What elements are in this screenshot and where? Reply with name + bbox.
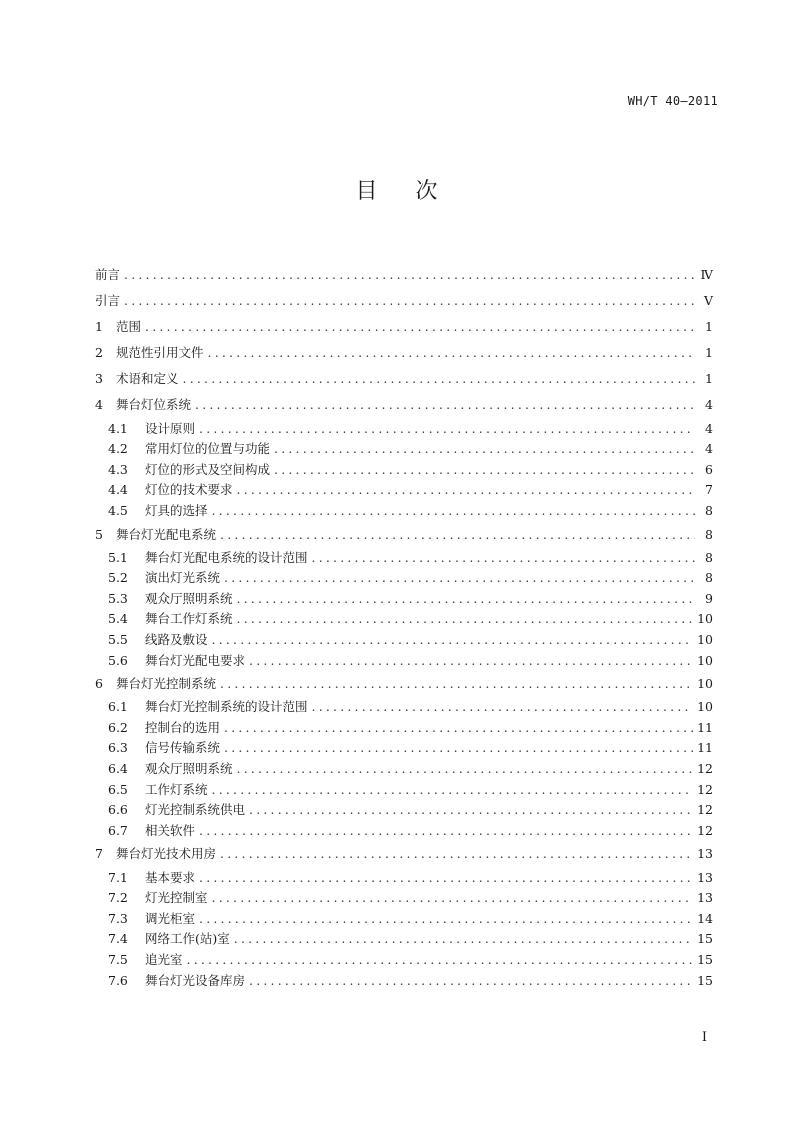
toc-leader-dots xyxy=(212,630,694,651)
toc-leader-dots xyxy=(220,841,693,867)
toc-entry-page: 4 xyxy=(705,420,713,436)
toc-entry-number: 4.5 xyxy=(108,502,128,518)
toc-entry-number: 6.7 xyxy=(108,822,128,838)
toc-leader-dots xyxy=(124,288,695,314)
toc-entry-label: 工作灯系统 xyxy=(145,781,208,797)
toc-leader-dots xyxy=(199,419,695,440)
toc-entry-number: 1 xyxy=(95,319,103,335)
toc-entry-number: 5.4 xyxy=(108,611,128,627)
toc-entry[interactable] xyxy=(95,697,713,718)
toc-entry-label: 相关软件 xyxy=(145,822,196,838)
toc-entry-page: 15 xyxy=(697,972,713,988)
toc-entry[interactable] xyxy=(95,841,713,867)
toc-entry[interactable] xyxy=(95,671,713,697)
toc-leader-dots xyxy=(237,480,695,501)
toc-entry[interactable] xyxy=(95,630,713,651)
toc-leader-dots xyxy=(212,501,695,522)
toc-entry-number: 6 xyxy=(95,676,103,692)
toc-entry[interactable] xyxy=(95,651,713,672)
toc-entry-label: 规范性引用文件 xyxy=(116,345,204,361)
toc-entry-number: 4 xyxy=(95,397,103,413)
toc-entry-number: 7 xyxy=(95,846,103,862)
toc-entry[interactable] xyxy=(95,501,713,522)
toc-entry-page: 13 xyxy=(697,869,713,885)
toc-entry-number: 6.1 xyxy=(108,699,128,715)
toc-entry-number: 6.5 xyxy=(108,781,128,797)
toc-leader-dots xyxy=(249,800,693,821)
toc-entry-page: 12 xyxy=(697,802,713,818)
toc-entry-label: 范围 xyxy=(116,319,142,335)
page-title: 目次 xyxy=(355,179,476,204)
toc-leader-dots xyxy=(124,262,695,288)
toc-entry-number: 5.6 xyxy=(108,652,128,668)
toc-entry-label: 舞台灯光控制系统的设计范围 xyxy=(145,699,308,715)
toc-entry-page: 13 xyxy=(697,890,713,906)
toc-leader-dots xyxy=(249,651,693,672)
toc-entry-page: 10 xyxy=(697,652,713,668)
toc-leader-dots xyxy=(234,929,693,950)
standard-code: WH/T 40—2011 xyxy=(627,94,718,108)
toc-entry-number: 4.4 xyxy=(108,482,128,498)
toc-entry-label: 演出灯光系统 xyxy=(145,570,221,586)
toc-leader-dots xyxy=(199,868,693,889)
toc-entry-label: 术语和定义 xyxy=(116,371,179,387)
toc-entry-label: 控制台的选用 xyxy=(145,719,221,735)
toc-entry[interactable] xyxy=(95,929,713,950)
toc-entry[interactable] xyxy=(95,314,713,340)
toc-entry[interactable] xyxy=(95,950,713,971)
toc-leader-dots xyxy=(312,548,695,569)
toc-entry-page: 8 xyxy=(705,526,713,542)
toc-entry[interactable] xyxy=(95,589,713,610)
toc-leader-dots xyxy=(274,439,695,460)
toc-entry-number: 7.4 xyxy=(108,931,128,947)
toc-entry-label: 舞台灯位系统 xyxy=(116,397,192,413)
toc-entry[interactable] xyxy=(95,522,713,548)
toc-entry-page: 11 xyxy=(697,740,713,756)
toc-entry-number: 7.2 xyxy=(108,890,128,906)
toc-entry-label: 灯位的技术要求 xyxy=(145,482,233,498)
toc-entry-page: 10 xyxy=(697,632,713,647)
toc-entry[interactable] xyxy=(95,548,713,569)
toc-leader-dots xyxy=(212,780,694,801)
toc-leader-dots xyxy=(220,671,693,697)
toc-entry-page: 12 xyxy=(697,781,713,797)
toc-entry-page: 6 xyxy=(705,461,713,477)
toc-entry-page: 15 xyxy=(697,931,713,947)
toc-leader-dots xyxy=(195,392,695,418)
toc-entry-page: 10 xyxy=(697,699,713,715)
toc-entry[interactable] xyxy=(95,888,713,909)
toc-leader-dots xyxy=(220,522,695,548)
toc-leader-dots xyxy=(145,314,695,340)
toc-entry[interactable] xyxy=(95,392,713,418)
toc-entry-label: 追光室 xyxy=(145,951,183,967)
toc-entry[interactable] xyxy=(95,366,713,392)
toc-entry-number: 6.3 xyxy=(108,740,128,756)
toc-entry-number: 7.3 xyxy=(108,910,128,926)
toc-entry-page: 4 xyxy=(705,441,713,457)
toc-entry-page: 15 xyxy=(697,951,713,967)
toc-entry[interactable] xyxy=(95,262,713,288)
toc-entry-page: 1 xyxy=(705,345,713,361)
toc-entry[interactable] xyxy=(95,821,713,842)
toc-entry-number: 5.1 xyxy=(108,549,128,565)
toc-entry[interactable] xyxy=(95,439,713,460)
toc-entry-page: 11 xyxy=(697,719,713,735)
toc-entry[interactable] xyxy=(95,609,713,630)
toc-entry-page: 12 xyxy=(697,822,713,838)
toc-entry-label: 舞台灯光设备库房 xyxy=(145,972,246,988)
toc-entry-number: 5.5 xyxy=(108,632,128,647)
toc-entry-page: 8 xyxy=(705,502,713,518)
toc-leader-dots xyxy=(249,971,693,992)
toc-leader-dots xyxy=(183,366,695,392)
toc-leader-dots xyxy=(237,609,694,630)
toc-entry-label: 舞台灯光技术用房 xyxy=(116,846,217,862)
toc-entry-page: 10 xyxy=(697,611,713,627)
toc-entry-number: 7.5 xyxy=(108,951,128,967)
toc-leader-dots xyxy=(224,568,695,589)
toc-leader-dots xyxy=(224,718,693,739)
toc-entry-number: 6.2 xyxy=(108,719,128,735)
toc-entry-label: 舞台灯光控制系统 xyxy=(116,676,217,692)
toc-entry-number: 5.3 xyxy=(108,590,128,606)
toc-entry[interactable] xyxy=(95,460,713,481)
toc-entry-number: 7.1 xyxy=(108,869,128,885)
toc-entry[interactable] xyxy=(95,419,713,440)
toc-entry-page: 1 xyxy=(705,319,713,335)
toc-entry-page: 7 xyxy=(705,482,713,498)
toc-entry[interactable] xyxy=(95,340,713,366)
toc-leader-dots xyxy=(187,950,694,971)
toc-entry-label: 常用灯位的位置与功能 xyxy=(145,441,271,457)
toc-entry-number: 6.6 xyxy=(108,802,128,818)
toc-entry-label: 前言 xyxy=(95,267,121,282)
toc-leader-dots xyxy=(208,340,695,366)
toc-entry-page: Ⅴ xyxy=(703,293,713,309)
toc-entry-number: 7.6 xyxy=(108,972,128,988)
toc-entry-label: 灯具的选择 xyxy=(145,502,208,518)
toc-entry[interactable] xyxy=(95,718,713,739)
toc-entry-label: 灯光控制室 xyxy=(145,890,208,906)
toc-leader-dots xyxy=(224,738,693,759)
toc-entry-label: 调光柜室 xyxy=(145,910,196,926)
toc-entry-page: 10 xyxy=(697,676,713,692)
toc-entry-label: 网络工作(站)室 xyxy=(145,931,230,947)
toc-entry-page: 9 xyxy=(705,590,713,606)
toc-entry[interactable] xyxy=(95,800,713,821)
toc-leader-dots xyxy=(199,821,693,842)
toc-entry[interactable] xyxy=(95,568,713,589)
page-folio: Ⅰ xyxy=(701,1030,707,1045)
toc-entry[interactable] xyxy=(95,480,713,501)
toc-entry-number: 5.2 xyxy=(108,570,128,586)
toc-entry-page: 8 xyxy=(705,549,713,565)
toc-entry[interactable] xyxy=(95,909,713,930)
toc-entry-number: 4.1 xyxy=(108,420,128,436)
toc-leader-dots xyxy=(237,759,694,780)
toc-leader-dots xyxy=(199,909,693,930)
toc-entry-label: 基本要求 xyxy=(145,869,196,885)
toc-entry[interactable] xyxy=(95,288,713,314)
toc-entry[interactable] xyxy=(95,780,713,801)
toc-entry-label: 线路及敷设 xyxy=(145,632,208,647)
toc-entry-label: 灯位的形式及空间构成 xyxy=(145,461,271,477)
toc-entry-number: 6.4 xyxy=(108,761,128,777)
toc-entry-number: 4.2 xyxy=(108,441,128,457)
toc-entry-label: 信号传输系统 xyxy=(145,740,221,756)
toc-entry-page: 13 xyxy=(697,846,713,862)
toc-entry-page: 4 xyxy=(705,397,713,413)
toc-entry-page: 8 xyxy=(705,570,713,586)
toc-entry-label: 舞台灯光配电要求 xyxy=(145,652,246,668)
toc-entry-label: 灯光控制系统供电 xyxy=(145,802,246,818)
toc-entry-label: 设计原则 xyxy=(145,420,196,436)
toc-leader-dots xyxy=(274,460,695,481)
toc-entry-number: 4.3 xyxy=(108,461,128,477)
toc-leader-dots xyxy=(237,589,695,610)
toc-entry-page: 14 xyxy=(697,910,713,926)
toc-entry-number: 2 xyxy=(95,345,103,361)
toc-leader-dots xyxy=(312,697,694,718)
toc-entry[interactable] xyxy=(95,868,713,889)
toc-entry-page: 1 xyxy=(705,371,713,387)
toc-entry-label: 舞台工作灯系统 xyxy=(145,611,233,627)
toc-entry-label: 引言 xyxy=(95,293,121,309)
toc-entry[interactable] xyxy=(95,971,713,992)
toc-entry[interactable] xyxy=(95,759,713,780)
toc-entry-label: 观众厅照明系统 xyxy=(145,590,233,606)
toc-entry-label: 舞台灯光配电系统的设计范围 xyxy=(145,549,308,565)
toc-entry-number: 5 xyxy=(95,526,103,542)
toc-entry-number: 3 xyxy=(95,371,103,387)
table-of-contents xyxy=(95,262,713,991)
toc-entry-label: 观众厅照明系统 xyxy=(145,761,233,777)
toc-leader-dots xyxy=(212,888,694,909)
toc-entry[interactable] xyxy=(95,738,713,759)
toc-entry-label: 舞台灯光配电系统 xyxy=(116,526,217,542)
toc-entry-page: Ⅳ xyxy=(700,267,713,282)
toc-entry-page: 12 xyxy=(697,761,713,777)
